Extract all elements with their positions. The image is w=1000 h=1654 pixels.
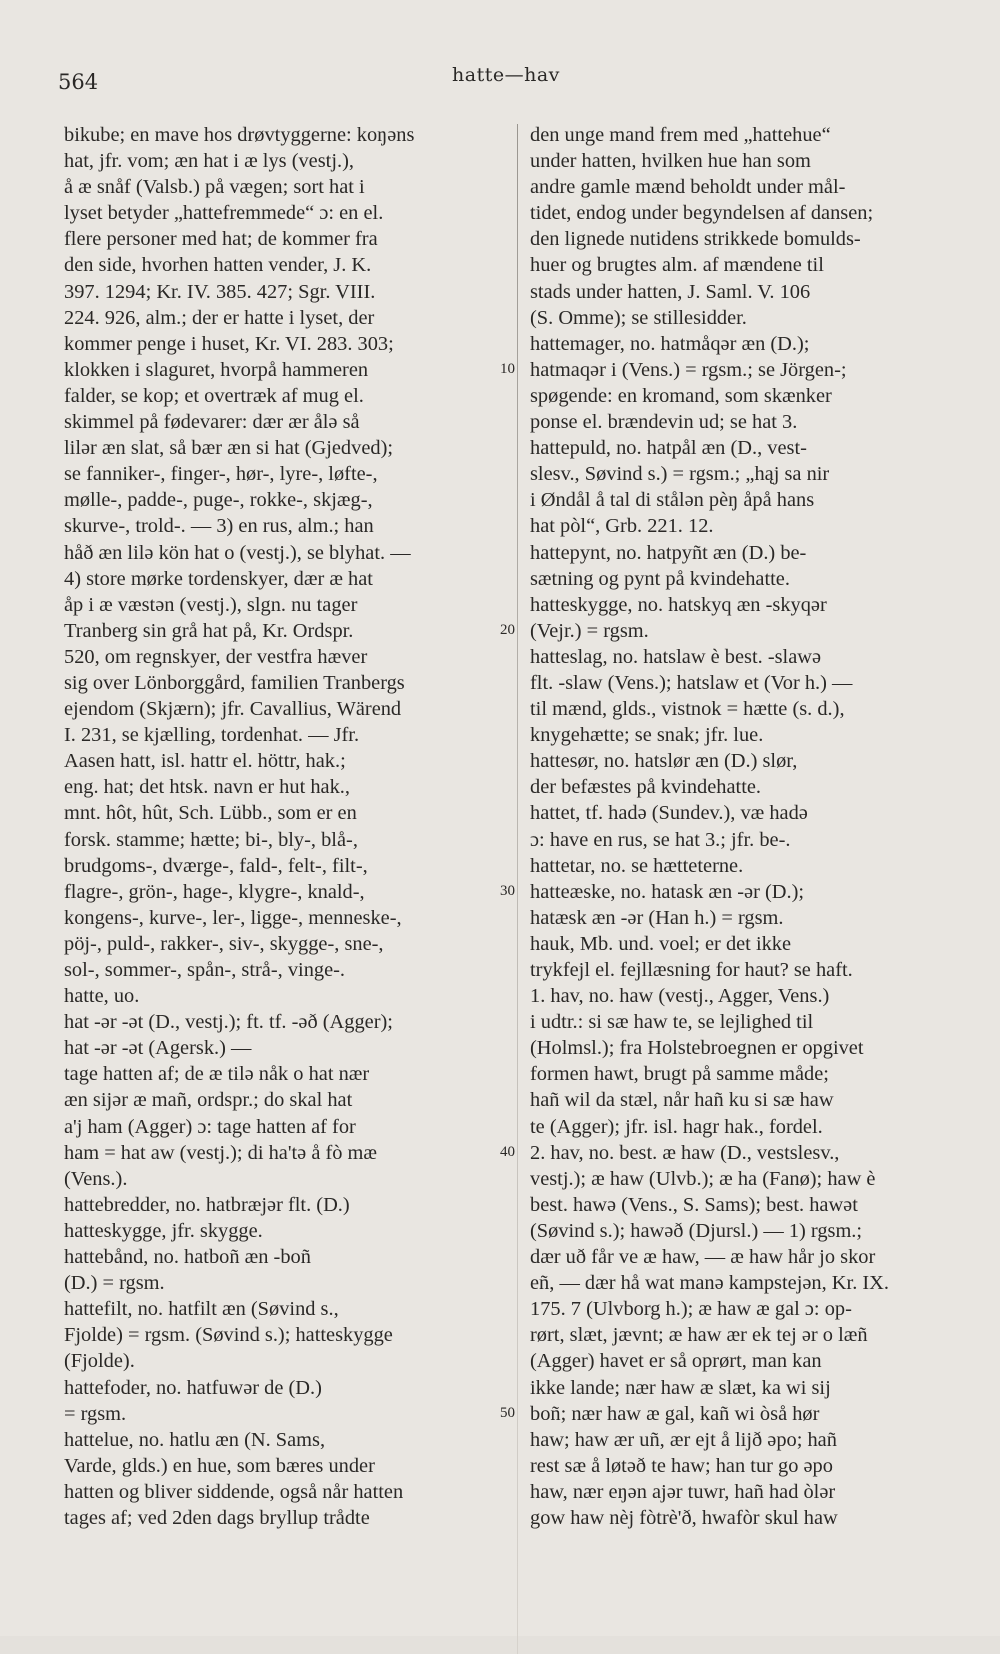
text-line: hat, jfr. vom; æn hat i æ lys (vestj.), <box>64 150 354 173</box>
text-line: trykfejl el. fejllæsning for haut? se haft. <box>530 959 853 981</box>
text-line: hatte, uo. <box>64 985 140 1008</box>
running-title: hatte—hav <box>452 64 560 86</box>
text-line: i Øndål å tal di stålən pèŋ åpå hans <box>530 489 815 512</box>
text-line: hattelue, no. hatlu æn (N. Sams, <box>64 1428 326 1451</box>
text-line: gow haw nèj fòtrè'ð, hwafòr skul haw <box>530 1506 838 1529</box>
text-line: i udtr.: si sæ haw te, se lejlighed til <box>530 1011 814 1034</box>
margin-line-number: 30 <box>500 882 515 899</box>
text-line: 4) store mørke tordenskyer, dær æ hat <box>64 567 373 590</box>
text-line: hatten og bliver siddende, også når hatten <box>64 1480 404 1503</box>
text-line: hañ wil da stæl, når hañ ku si sæ haw <box>530 1089 834 1112</box>
text-line: bikube; en mave hos drøvtyggerne: koŋəns <box>64 124 415 146</box>
text-line: ɔ: have en rus, se hat 3.; jfr. be-. <box>530 828 791 851</box>
text-line: hauk, Mb. und. voel; er det ikke <box>530 932 792 955</box>
text-line: hatteskygge, jfr. skygge. <box>64 1219 263 1242</box>
text-line: eñ, — dær hå wat manə kampstejən, Kr. IX. <box>530 1272 890 1295</box>
text-line: den unge mand frem med „hattehue“ <box>530 124 831 146</box>
text-line: hat pòl“, Grb. 221. 12. <box>530 515 714 538</box>
text-line: hattet, tf. hadə (Sundev.), væ hadə <box>530 802 808 825</box>
text-line: slesv., Søvind s.) = rgsm.; „hąj sa nir <box>530 463 830 486</box>
text-line: hattefoder, no. hatfuwər de (D.) <box>64 1376 322 1399</box>
text-line: hattebredder, no. hatbræjər flt. (D.) <box>64 1193 350 1216</box>
text-line: spøgende: en kromand, som skænker <box>530 384 832 407</box>
right-column <box>530 122 970 1531</box>
text-line: rørt, slæt, jævnt; æ haw ær ek tej ər o læñ <box>530 1324 868 1347</box>
text-line: tages af; ved 2den dags bryllup trådte <box>64 1506 370 1529</box>
text-line: ham = hat aw (vestj.); di ha'tə å fò mæ <box>64 1141 378 1164</box>
text-line: dær uð får ve æ haw, — æ haw hår jo skor <box>530 1246 876 1269</box>
text-line: 1. hav, no. haw (vestj., Agger, Vens.) <box>530 985 830 1008</box>
text-line: hattepuld, no. hatpål æn (D., vest- <box>530 437 807 460</box>
text-line: formen hawt, brugt på samme måde; <box>530 1063 829 1086</box>
text-line: boñ; nær haw æ gal, kañ wi òså hør <box>530 1402 820 1425</box>
text-line: hatmaqər i (Vens.) = rgsm.; se Jörgen-; <box>530 358 847 381</box>
text-line: best. hawə (Vens., S. Sams); best. hawət <box>530 1193 858 1216</box>
text-line: hatteslag, no. hatslaw è best. -slawə <box>530 645 822 668</box>
page-number: 564 <box>58 70 99 94</box>
text-line: æn sijər æ mañ, ordspr.; do skal hat <box>64 1089 353 1112</box>
text-line: flt. -slaw (Vens.); hatslaw et (Vor h.) — <box>530 671 853 694</box>
text-line: der befæstes på kvindehatte. <box>530 776 762 799</box>
text-line: hatteskygge, no. hatskyq æn -skyqər <box>530 593 827 616</box>
text-line: hattetar, no. se hætteterne. <box>530 854 744 877</box>
text-line: haw, nær eŋən ajər tuwr, hañ had òlər <box>530 1480 836 1503</box>
text-line: (Holmsl.); fra Holstebroegnen er opgivet <box>530 1037 864 1060</box>
text-line: I. 231, se kjælling, tordenhat. — Jfr. <box>64 724 360 747</box>
text-line: = rgsm. <box>64 1402 127 1425</box>
text-line: knygehætte; se snak; jfr. lue. <box>530 724 764 747</box>
text-line: andre gamle mænd beholdt under mål- <box>530 176 846 199</box>
text-line: haw; haw ær uñ, ær ejt å lijð əpo; hañ <box>530 1428 837 1451</box>
text-line: pöj-, puld-, rakker-, siv-, skygge-, sne-, <box>64 932 384 955</box>
text-line: hattemager, no. hatmåqər æn (D.); <box>530 332 810 355</box>
text-line: 397. 1294; Kr. IV. 385. 427; Sgr. VIII. <box>64 280 376 303</box>
text-line: (Fjolde). <box>64 1350 135 1373</box>
text-line: kommer penge i huset, Kr. VI. 283. 303; <box>64 332 394 355</box>
text-line: skimmel på fødevarer: dær ær ålə så <box>64 411 360 434</box>
text-line: (S. Omme); se stillesidder. <box>530 306 747 329</box>
text-line: skurve-, trold-. — 3) en rus, alm.; han <box>64 515 374 538</box>
text-line: åp i æ væstən (vestj.), slgn. nu tager <box>64 593 358 616</box>
text-line: 520, om regnskyer, der vestfra hæver <box>64 645 368 668</box>
text-line: Fjolde) = rgsm. (Søvind s.); hatteskygge <box>64 1324 393 1347</box>
text-line: klokken i slaguret, hvorpå hammeren <box>64 358 369 381</box>
text-line: den lignede nutidens strikkede bomulds- <box>530 228 861 251</box>
text-line: 175. 7 (Ulvborg h.); æ haw æ gal ɔ: op- <box>530 1298 852 1321</box>
text-line: vestj.); æ haw (Ulvb.); æ ha (Fanø); haw è <box>530 1167 876 1190</box>
text-line: lilər æn slat, så bær æn si hat (Gjedved); <box>64 437 394 460</box>
text-line: sætning og pynt på kvindehatte. <box>530 567 790 590</box>
text-line: flagre-, grön-, hage-, klygre-, knald-, <box>64 880 365 903</box>
text-line: til mænd, glds., vistnok = hætte (s. d.), <box>530 698 845 721</box>
text-line: ejendom (Skjærn); jfr. Cavallius, Wärend <box>64 698 402 721</box>
text-line: hatæsk æn -ər (Han h.) = rgsm. <box>530 906 784 929</box>
text-line: hattepynt, no. hatpyñt æn (D.) be- <box>530 541 807 564</box>
text-line: hat -ər -ət (D., vestj.); ft. tf. -əð (Agger); <box>64 1011 393 1034</box>
text-line: Aasen hatt, isl. hattr el. höttr, hak.; <box>64 750 346 773</box>
margin-line-number: 40 <box>500 1143 515 1160</box>
text-line: hat -ər -ət (Agersk.) — <box>64 1037 252 1060</box>
text-line: stads under hatten, J. Saml. V. 106 <box>530 280 811 303</box>
text-line: den side, hvorhen hatten vender, J. K. <box>64 254 372 277</box>
text-line: Varde, glds.) en hue, som bæres under <box>64 1454 375 1477</box>
text-line: håð æn lilə kön hat o (vestj.), se blyhat. — <box>64 541 411 564</box>
text-line: huer og brugtes alm. af mændene til <box>530 254 824 277</box>
text-line: mølle-, padde-, puge-, rokke-, skjæg-, <box>64 489 373 512</box>
text-line: hattesør, no. hatslør æn (D.) slør, <box>530 750 798 773</box>
text-line: (D.) = rgsm. <box>64 1272 165 1295</box>
text-line: (Vens.). <box>64 1167 128 1190</box>
text-line: a'j ham (Agger) ɔ: tage hatten af for <box>64 1115 356 1138</box>
text-line: flere personer med hat; de kommer fra <box>64 228 378 251</box>
text-line: sol-, sommer-, spån-, strå-, vinge-. <box>64 959 346 981</box>
margin-line-number: 10 <box>500 360 515 377</box>
text-line: falder, se kop; et overtræk af mug el. <box>64 384 364 407</box>
text-line: rest sæ å løtəð te haw; han tur go əpo <box>530 1454 833 1477</box>
text-line: tidet, endog under begyndelsen af dansen; <box>530 202 874 225</box>
text-line: (Agger) havet er så oprørt, man kan <box>530 1350 822 1373</box>
text-line: hattefilt, no. hatfilt æn (Søvind s., <box>64 1298 339 1321</box>
text-line: hattebånd, no. hatboñ æn -boñ <box>64 1246 311 1269</box>
text-line: se fanniker-, finger-, hør-, lyre-, løfte-, <box>64 463 378 486</box>
text-line: forsk. stamme; hætte; bi-, bly-, blå-, <box>64 828 358 851</box>
text-line: å æ snåf (Valsb.) på vægen; sort hat i <box>64 176 365 199</box>
text-line: lyset betyder „hattefremmede“ ɔ: en el. <box>64 202 384 225</box>
text-line: ikke lande; nær haw æ slæt, ka wi sij <box>530 1376 831 1399</box>
text-line: 2. hav, no. best. æ haw (D., vestslesv., <box>530 1141 840 1164</box>
margin-line-number: 50 <box>500 1404 515 1421</box>
text-line: hatteæske, no. hatask æn -ər (D.); <box>530 880 805 903</box>
left-column <box>64 122 508 1531</box>
text-line: eng. hat; det htsk. navn er hut hak., <box>64 776 350 799</box>
column-divider <box>517 124 518 1654</box>
text-line: tage hatten af; de æ tilə nåk o hat nær <box>64 1063 370 1086</box>
text-line: ponse el. brændevin ud; se hat 3. <box>530 411 798 434</box>
margin-line-number: 20 <box>500 621 515 638</box>
text-line: under hatten, hvilken hue han som <box>530 150 811 173</box>
text-line: Tranberg sin grå hat på, Kr. Ordspr. <box>64 619 354 642</box>
text-line: mnt. hôt, hût, Sch. Lübb., som er en <box>64 802 357 825</box>
text-line: (Vejr.) = rgsm. <box>530 619 649 642</box>
text-line: (Søvind s.); hawəð (Djursl.) — 1) rgsm.; <box>530 1219 863 1242</box>
text-line: sig over Lönborggård, familien Tranbergs <box>64 671 405 694</box>
text-line: kongens-, kurve-, ler-, ligge-, menneske-, <box>64 906 402 929</box>
text-line: brudgoms-, dværge-, fald-, felt-, filt-, <box>64 854 368 877</box>
text-line: te (Agger); jfr. isl. hagr hak., fordel. <box>530 1115 823 1138</box>
text-line: 224. 926, alm.; der er hatte i lyset, der <box>64 306 375 329</box>
